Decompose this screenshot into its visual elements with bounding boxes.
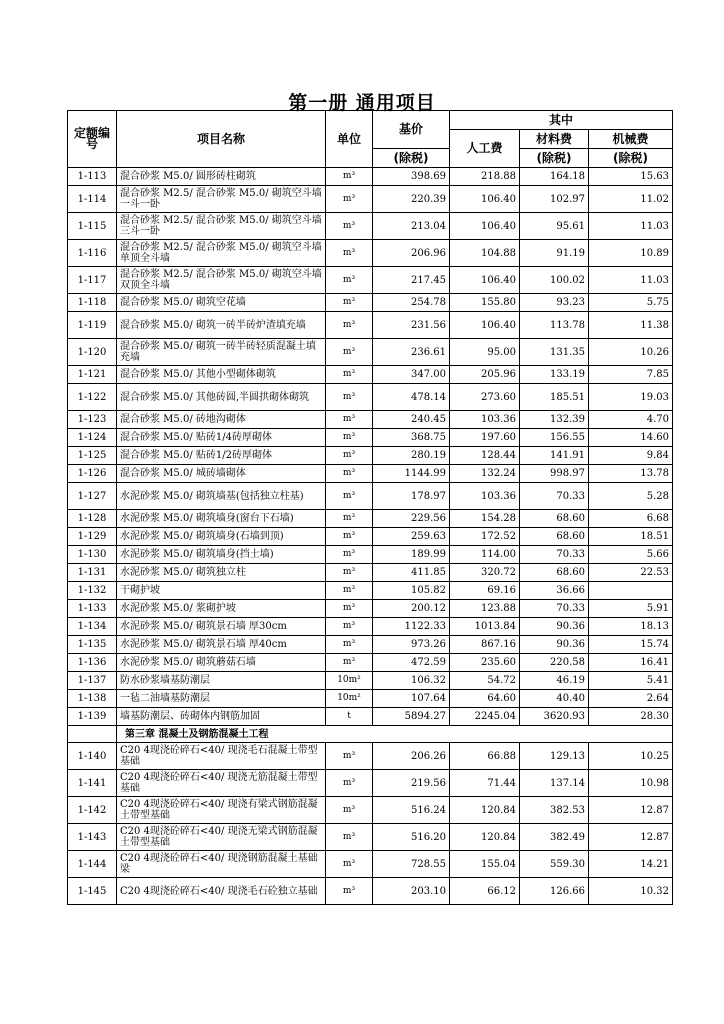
row-unit: m³: [326, 510, 373, 528]
row-code: 1-127: [68, 483, 117, 510]
row-material: 382.53: [520, 797, 589, 824]
row-material: 68.60: [520, 528, 589, 546]
row-material: 40.40: [520, 690, 589, 708]
row-unit: m³: [326, 312, 373, 339]
row-name: 水泥砂浆 M5.0/ 砌筑景石墙 厚30cm: [117, 618, 326, 636]
row-base-price: 206.96: [373, 240, 450, 267]
table-row: [68, 824, 673, 851]
row-labor: 218.88: [450, 168, 520, 186]
row-base-price: 259.63: [373, 528, 450, 546]
row-unit: m³: [326, 240, 373, 267]
row-labor: 104.88: [450, 240, 520, 267]
table-row: [68, 411, 673, 429]
row-labor: 69.16: [450, 582, 520, 600]
row-material: 90.36: [520, 618, 589, 636]
row-labor: 128.44: [450, 447, 520, 465]
row-material: 68.60: [520, 510, 589, 528]
row-unit: m³: [326, 267, 373, 294]
row-unit: t: [326, 708, 373, 726]
table-row: [68, 465, 673, 483]
row-unit: m³: [326, 618, 373, 636]
row-material: 68.60: [520, 564, 589, 582]
row-base-price: 973.26: [373, 636, 450, 654]
table-body-chapter3: [68, 743, 673, 905]
table-row: [68, 528, 673, 546]
row-labor: 205.96: [450, 366, 520, 384]
row-material: 998.97: [520, 465, 589, 483]
row-base-price: 516.24: [373, 797, 450, 824]
row-base-price: 347.00: [373, 366, 450, 384]
row-base-price: 368.75: [373, 429, 450, 447]
row-name: 混合砂浆 M2.5/ 混合砂浆 M5.0/ 砌筑空斗墙 一斗一卧: [117, 186, 326, 213]
row-labor: 172.52: [450, 528, 520, 546]
row-unit: m³: [326, 797, 373, 824]
row-machine: 10.26: [589, 339, 673, 366]
table-row: [68, 312, 673, 339]
row-name: 混合砂浆 M2.5/ 混合砂浆 M5.0/ 砌筑空斗墙 双顶全斗墙: [117, 267, 326, 294]
row-unit: 10m²: [326, 672, 373, 690]
table-row: [68, 708, 673, 726]
table-row: [68, 366, 673, 384]
row-name: C20 4现浇砼碎石<40/ 现浇有梁式钢筋混凝土带型基础: [117, 797, 326, 824]
row-labor: 71.44: [450, 770, 520, 797]
row-unit: m³: [326, 339, 373, 366]
row-unit: m³: [326, 213, 373, 240]
row-labor: 106.40: [450, 213, 520, 240]
row-labor: 320.72: [450, 564, 520, 582]
row-code: 1-122: [68, 384, 117, 411]
row-code: 1-119: [68, 312, 117, 339]
row-machine: [589, 582, 673, 600]
row-unit: m³: [326, 384, 373, 411]
row-unit: m³: [326, 429, 373, 447]
table-row: [68, 582, 673, 600]
row-code: 1-118: [68, 294, 117, 312]
row-unit: m³: [326, 294, 373, 312]
chapter-heading: 第三章 混凝土及钢筋混凝土工程: [117, 726, 673, 743]
row-base-price: 254.78: [373, 294, 450, 312]
row-unit: m³: [326, 564, 373, 582]
row-material: 3620.93: [520, 708, 589, 726]
row-base-price: 231.56: [373, 312, 450, 339]
row-machine: 15.74: [589, 636, 673, 654]
header-unit: 单位: [326, 111, 373, 168]
row-base-price: 220.39: [373, 186, 450, 213]
row-name: 混合砂浆 M5.0/ 城砖墙砌体: [117, 465, 326, 483]
row-code: 1-116: [68, 240, 117, 267]
row-code: 1-139: [68, 708, 117, 726]
row-machine: 5.41: [589, 672, 673, 690]
row-name: 混合砂浆 M5.0/ 砖地沟砌体: [117, 411, 326, 429]
row-labor: 235.60: [450, 654, 520, 672]
table-body: [68, 168, 673, 726]
table-row: [68, 878, 673, 905]
header-base-price: 基价: [373, 111, 450, 149]
row-code: 1-138: [68, 690, 117, 708]
row-name: 墙基防潮层、砖砌体内钢筋加固: [117, 708, 326, 726]
row-unit: m³: [326, 770, 373, 797]
row-base-price: 478.14: [373, 384, 450, 411]
row-machine: 4.70: [589, 411, 673, 429]
row-labor: 114.00: [450, 546, 520, 564]
row-labor: 106.40: [450, 186, 520, 213]
row-code: 1-145: [68, 878, 117, 905]
row-unit: m³: [326, 447, 373, 465]
row-material: 137.14: [520, 770, 589, 797]
table-row: [68, 564, 673, 582]
row-material: 100.02: [520, 267, 589, 294]
row-base-price: 398.69: [373, 168, 450, 186]
header-material: 材料费: [520, 130, 589, 149]
row-machine: 2.64: [589, 690, 673, 708]
row-machine: 11.03: [589, 267, 673, 294]
row-material: 129.13: [520, 743, 589, 770]
table-row: [68, 797, 673, 824]
row-base-price: 728.55: [373, 851, 450, 878]
row-machine: 10.98: [589, 770, 673, 797]
table-row: [68, 213, 673, 240]
row-name: C20 4现浇砼碎石<40/ 现浇无梁式钢筋混凝土带型基础: [117, 824, 326, 851]
row-code: 1-135: [68, 636, 117, 654]
row-machine: 5.28: [589, 483, 673, 510]
row-code: 1-128: [68, 510, 117, 528]
row-labor: 1013.84: [450, 618, 520, 636]
row-base-price: 411.85: [373, 564, 450, 582]
table-row: [68, 294, 673, 312]
row-code: 1-137: [68, 672, 117, 690]
row-code: 1-142: [68, 797, 117, 824]
row-labor: 155.80: [450, 294, 520, 312]
row-material: 126.66: [520, 878, 589, 905]
row-name: 水泥砂浆 M5.0/ 砌筑墙身(石墙到顶): [117, 528, 326, 546]
row-material: 46.19: [520, 672, 589, 690]
row-unit: m³: [326, 483, 373, 510]
row-base-price: 200.12: [373, 600, 450, 618]
row-base-price: 189.99: [373, 546, 450, 564]
row-base-price: 203.10: [373, 878, 450, 905]
row-name: 水泥砂浆 M5.0/ 砌筑蘑菇石墙: [117, 654, 326, 672]
row-machine: 5.66: [589, 546, 673, 564]
row-code: 1-123: [68, 411, 117, 429]
row-material: 95.61: [520, 213, 589, 240]
table-row: [68, 546, 673, 564]
row-machine: 7.85: [589, 366, 673, 384]
table-row: [68, 168, 673, 186]
header-machine-note: (除税): [589, 149, 673, 168]
table-row: [68, 636, 673, 654]
row-code: 1-130: [68, 546, 117, 564]
row-code: 1-120: [68, 339, 117, 366]
table-row: [68, 618, 673, 636]
row-name: 干砌护坡: [117, 582, 326, 600]
row-unit: m³: [326, 743, 373, 770]
row-machine: 19.03: [589, 384, 673, 411]
row-base-price: 206.26: [373, 743, 450, 770]
row-material: 185.51: [520, 384, 589, 411]
row-labor: 197.60: [450, 429, 520, 447]
row-unit: m³: [326, 546, 373, 564]
row-unit: m³: [326, 411, 373, 429]
row-code: 1-121: [68, 366, 117, 384]
row-code: 1-144: [68, 851, 117, 878]
table-row: [68, 690, 673, 708]
row-base-price: 472.59: [373, 654, 450, 672]
row-name: 水泥砂浆 M5.0/ 砌筑墙身(挡土墙): [117, 546, 326, 564]
table-row: [68, 483, 673, 510]
table-row: [68, 240, 673, 267]
row-name: 混合砂浆 M5.0/ 其他小型砌体砌筑: [117, 366, 326, 384]
row-machine: 10.25: [589, 743, 673, 770]
row-unit: m³: [326, 366, 373, 384]
row-name: 水泥砂浆 M5.0/ 浆砌护坡: [117, 600, 326, 618]
row-base-price: 105.82: [373, 582, 450, 600]
row-base-price: 107.64: [373, 690, 450, 708]
table-row: [68, 267, 673, 294]
row-unit: m³: [326, 186, 373, 213]
row-labor: 2245.04: [450, 708, 520, 726]
row-base-price: 1122.33: [373, 618, 450, 636]
row-base-price: 1144.99: [373, 465, 450, 483]
row-name: 混合砂浆 M5.0/ 砌筑空花墙: [117, 294, 326, 312]
row-machine: 5.91: [589, 600, 673, 618]
row-labor: 120.84: [450, 797, 520, 824]
row-material: 382.49: [520, 824, 589, 851]
row-code: 1-125: [68, 447, 117, 465]
row-name: 混合砂浆 M5.0/ 砌筑一砖半砖轻质混凝土填充墙: [117, 339, 326, 366]
row-unit: m³: [326, 465, 373, 483]
row-name: C20 4现浇砼碎石<40/ 现浇毛石混凝土带型基础: [117, 743, 326, 770]
row-material: 113.78: [520, 312, 589, 339]
row-material: 70.33: [520, 600, 589, 618]
row-unit: m³: [326, 824, 373, 851]
row-code: 1-143: [68, 824, 117, 851]
row-labor: 66.12: [450, 878, 520, 905]
row-machine: 15.63: [589, 168, 673, 186]
row-labor: 103.36: [450, 411, 520, 429]
row-unit: m³: [326, 600, 373, 618]
page-title: 第一册 通用项目: [288, 92, 436, 114]
row-code: 1-132: [68, 582, 117, 600]
row-machine: 18.51: [589, 528, 673, 546]
row-machine: 10.32: [589, 878, 673, 905]
row-material: 141.91: [520, 447, 589, 465]
row-unit: m³: [326, 878, 373, 905]
row-material: 70.33: [520, 546, 589, 564]
row-name: 水泥砂浆 M5.0/ 砌筑墙基(包括独立柱基): [117, 483, 326, 510]
row-machine: 13.78: [589, 465, 673, 483]
row-code: 1-141: [68, 770, 117, 797]
table-row: [68, 851, 673, 878]
header-labor: 人工费: [450, 130, 520, 168]
row-machine: 6.68: [589, 510, 673, 528]
row-code: 1-126: [68, 465, 117, 483]
row-labor: 273.60: [450, 384, 520, 411]
row-labor: 867.16: [450, 636, 520, 654]
table-row: [68, 186, 673, 213]
table-row: [68, 672, 673, 690]
row-name: C20 4现浇砼碎石<40/ 现浇毛石砼独立基础: [117, 878, 326, 905]
row-machine: 22.53: [589, 564, 673, 582]
row-code: 1-114: [68, 186, 117, 213]
row-material: 93.23: [520, 294, 589, 312]
row-material: 156.55: [520, 429, 589, 447]
row-labor: 106.40: [450, 312, 520, 339]
row-machine: 11.02: [589, 186, 673, 213]
row-name: 混合砂浆 M5.0/ 圆形砖柱砌筑: [117, 168, 326, 186]
row-code: 1-113: [68, 168, 117, 186]
row-material: 90.36: [520, 636, 589, 654]
row-base-price: 217.45: [373, 267, 450, 294]
row-machine: 14.21: [589, 851, 673, 878]
header-material-note: (除税): [520, 149, 589, 168]
table-row: [68, 600, 673, 618]
row-unit: m³: [326, 168, 373, 186]
row-material: 164.18: [520, 168, 589, 186]
row-unit: m³: [326, 582, 373, 600]
row-material: 559.30: [520, 851, 589, 878]
row-labor: 132.24: [450, 465, 520, 483]
chapter-row: [68, 726, 673, 743]
row-machine: 11.03: [589, 213, 673, 240]
row-machine: 11.38: [589, 312, 673, 339]
row-base-price: 5894.27: [373, 708, 450, 726]
table-row: [68, 743, 673, 770]
row-name: 混合砂浆 M5.0/ 其他砖圆,半圆拱砌体砌筑: [117, 384, 326, 411]
row-base-price: 236.61: [373, 339, 450, 366]
row-machine: 9.84: [589, 447, 673, 465]
row-code: 1-129: [68, 528, 117, 546]
row-code: 1-124: [68, 429, 117, 447]
row-name: 一毡二油墙基防潮层: [117, 690, 326, 708]
row-name: 水泥砂浆 M5.0/ 砌筑墙身(窗台下石墙): [117, 510, 326, 528]
table-row: [68, 510, 673, 528]
row-name: 混合砂浆 M5.0/ 贴砖1/2砖厚砌体: [117, 447, 326, 465]
row-labor: 54.72: [450, 672, 520, 690]
row-name: 水泥砂浆 M5.0/ 砌筑景石墙 厚40cm: [117, 636, 326, 654]
row-machine: 12.87: [589, 824, 673, 851]
row-labor: 106.40: [450, 267, 520, 294]
table-row: [68, 770, 673, 797]
row-machine: 5.75: [589, 294, 673, 312]
row-machine: 16.41: [589, 654, 673, 672]
row-unit: 10m²: [326, 690, 373, 708]
row-unit: m³: [326, 654, 373, 672]
header-machine: 机械费: [589, 130, 673, 149]
table-row: [68, 384, 673, 411]
row-labor: 64.60: [450, 690, 520, 708]
table-row: [68, 339, 673, 366]
header-code: 定额编号: [68, 111, 117, 168]
row-material: 132.39: [520, 411, 589, 429]
row-base-price: 106.32: [373, 672, 450, 690]
row-labor: 103.36: [450, 483, 520, 510]
row-machine: 28.30: [589, 708, 673, 726]
row-code: 1-140: [68, 743, 117, 770]
row-unit: m³: [326, 851, 373, 878]
table-row: [68, 447, 673, 465]
row-name: C20 4现浇砼碎石<40/ 现浇钢筋混凝土基础梁: [117, 851, 326, 878]
row-machine: 10.89: [589, 240, 673, 267]
row-code: 1-117: [68, 267, 117, 294]
row-code: 1-133: [68, 600, 117, 618]
row-base-price: 219.56: [373, 770, 450, 797]
row-name: 混合砂浆 M2.5/ 混合砂浆 M5.0/ 砌筑空斗墙 三斗一卧: [117, 213, 326, 240]
row-labor: 155.04: [450, 851, 520, 878]
row-name: 防水砂浆墙基防潮层: [117, 672, 326, 690]
row-material: 102.97: [520, 186, 589, 213]
row-labor: 154.28: [450, 510, 520, 528]
row-code: 1-115: [68, 213, 117, 240]
row-name: 混合砂浆 M5.0/ 贴砖1/4砖厚砌体: [117, 429, 326, 447]
row-base-price: 213.04: [373, 213, 450, 240]
row-unit: m³: [326, 528, 373, 546]
row-material: 220.58: [520, 654, 589, 672]
row-machine: 12.87: [589, 797, 673, 824]
row-base-price: 240.45: [373, 411, 450, 429]
row-code: 1-136: [68, 654, 117, 672]
row-name: 混合砂浆 M5.0/ 砌筑一砖半砖炉渣填充墙: [117, 312, 326, 339]
row-base-price: 178.97: [373, 483, 450, 510]
row-base-price: 280.19: [373, 447, 450, 465]
table-row: [68, 429, 673, 447]
header-base-price-note: (除税): [373, 149, 450, 168]
row-material: 133.19: [520, 366, 589, 384]
header-name: 项目名称: [117, 111, 326, 168]
row-name: 混合砂浆 M2.5/ 混合砂浆 M5.0/ 砌筑空斗墙 单顶全斗墙: [117, 240, 326, 267]
row-labor: 66.88: [450, 743, 520, 770]
header-among: 其中: [450, 111, 673, 130]
row-material: 70.33: [520, 483, 589, 510]
row-machine: 18.13: [589, 618, 673, 636]
row-name: 水泥砂浆 M5.0/ 砌筑独立柱: [117, 564, 326, 582]
row-unit: m³: [326, 636, 373, 654]
row-name: C20 4现浇砼碎石<40/ 现浇无筋混凝土带型基础: [117, 770, 326, 797]
row-material: 131.35: [520, 339, 589, 366]
row-base-price: 516.20: [373, 824, 450, 851]
row-base-price: 229.56: [373, 510, 450, 528]
row-labor: 123.88: [450, 600, 520, 618]
row-material: 36.66: [520, 582, 589, 600]
row-material: 91.19: [520, 240, 589, 267]
row-code: 1-131: [68, 564, 117, 582]
row-code: 1-134: [68, 618, 117, 636]
row-labor: 120.84: [450, 824, 520, 851]
table-row: [68, 654, 673, 672]
row-machine: 14.60: [589, 429, 673, 447]
row-labor: 95.00: [450, 339, 520, 366]
quota-table: [67, 110, 673, 905]
